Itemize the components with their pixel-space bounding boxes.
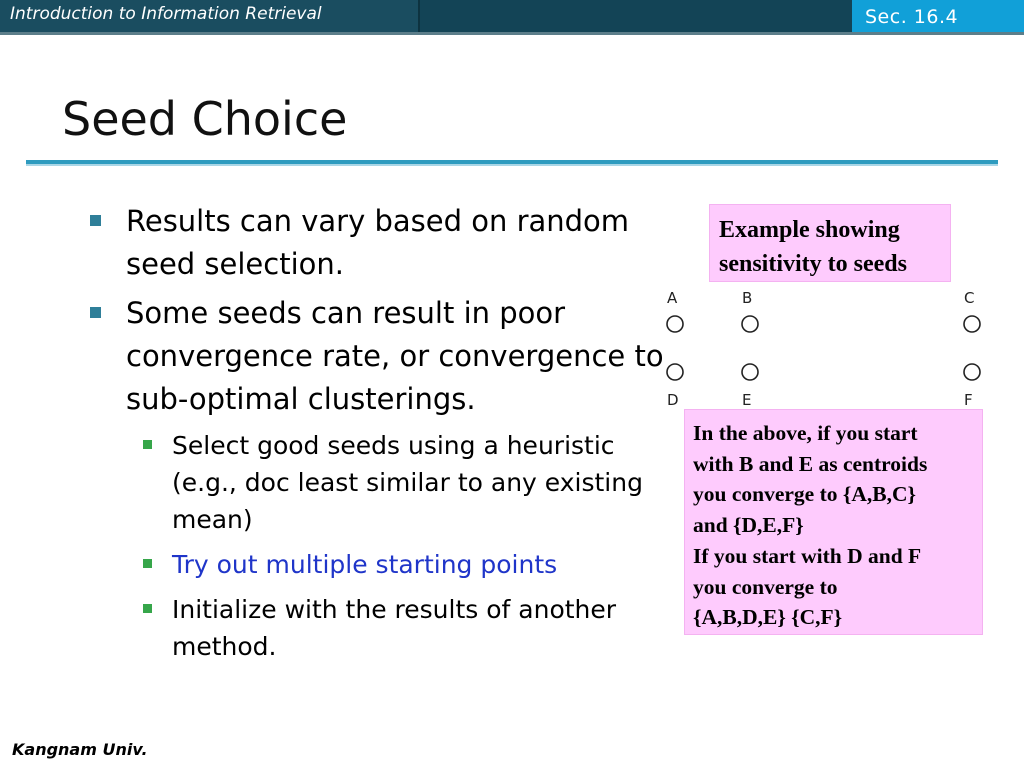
point-label-e: E (742, 391, 752, 409)
header-bar (0, 0, 1024, 32)
point-label-d: D (667, 391, 679, 409)
sub-bullet-icon (143, 604, 152, 613)
callout-line: you converge to (693, 574, 838, 599)
callout-line: sensitivity to seeds (719, 251, 907, 277)
header-divider (0, 32, 1024, 35)
diagram-background (664, 289, 984, 409)
callout-line: with B and E as centroids (693, 451, 928, 476)
slide-title: Seed Choice (62, 92, 348, 146)
square-bullet-icon (90, 307, 101, 318)
sub-bullet-text: Initialize with the results of another method. (172, 595, 617, 661)
bullet-text: Some seeds can result in poor convergence rate, or convergence to sub-optimal clusterings. (126, 296, 664, 416)
title-underline (26, 160, 998, 166)
section-number: Sec. 16.4 (865, 6, 959, 28)
bullet-text: Results can vary based on random seed selection. (126, 204, 630, 281)
bullet-list (88, 200, 668, 673)
example-callout (709, 204, 951, 282)
seed-points-diagram (664, 289, 984, 409)
callout-line: Example showing (719, 217, 900, 243)
callout-line: you converge to {A,B,C} (693, 482, 916, 507)
footer-institution: Kangnam Univ. (12, 740, 148, 759)
sub-bullet-icon (143, 559, 152, 568)
sub-bullet-item (88, 546, 668, 583)
bullet-item (88, 292, 668, 421)
bullet-item (88, 200, 668, 286)
sub-bullet-text: Select good seeds using a heuristic (e.g., doc least similar to any existing mean) (172, 431, 643, 534)
point-label-c: C (964, 289, 975, 307)
course-title: Introduction to Information Retrieval (10, 4, 322, 24)
point-label-b: B (742, 289, 753, 307)
callout-line: and {D,E,F} (693, 513, 804, 538)
square-bullet-icon (90, 215, 101, 226)
sub-bullet-item (88, 591, 668, 665)
explanation-callout (684, 409, 983, 635)
callout-line: {A,B,D,E} {C,F} (693, 605, 843, 630)
sub-bullet-icon (143, 440, 152, 449)
point-label-a: A (667, 289, 678, 307)
sub-bullet-text-highlighted: Try out multiple starting points (172, 550, 558, 579)
sub-bullet-item (88, 427, 668, 538)
header-middle-panel (420, 0, 852, 32)
callout-line: If you start with D and F (693, 543, 922, 568)
point-label-f: F (964, 391, 973, 409)
callout-line: In the above, if you start (693, 421, 918, 445)
